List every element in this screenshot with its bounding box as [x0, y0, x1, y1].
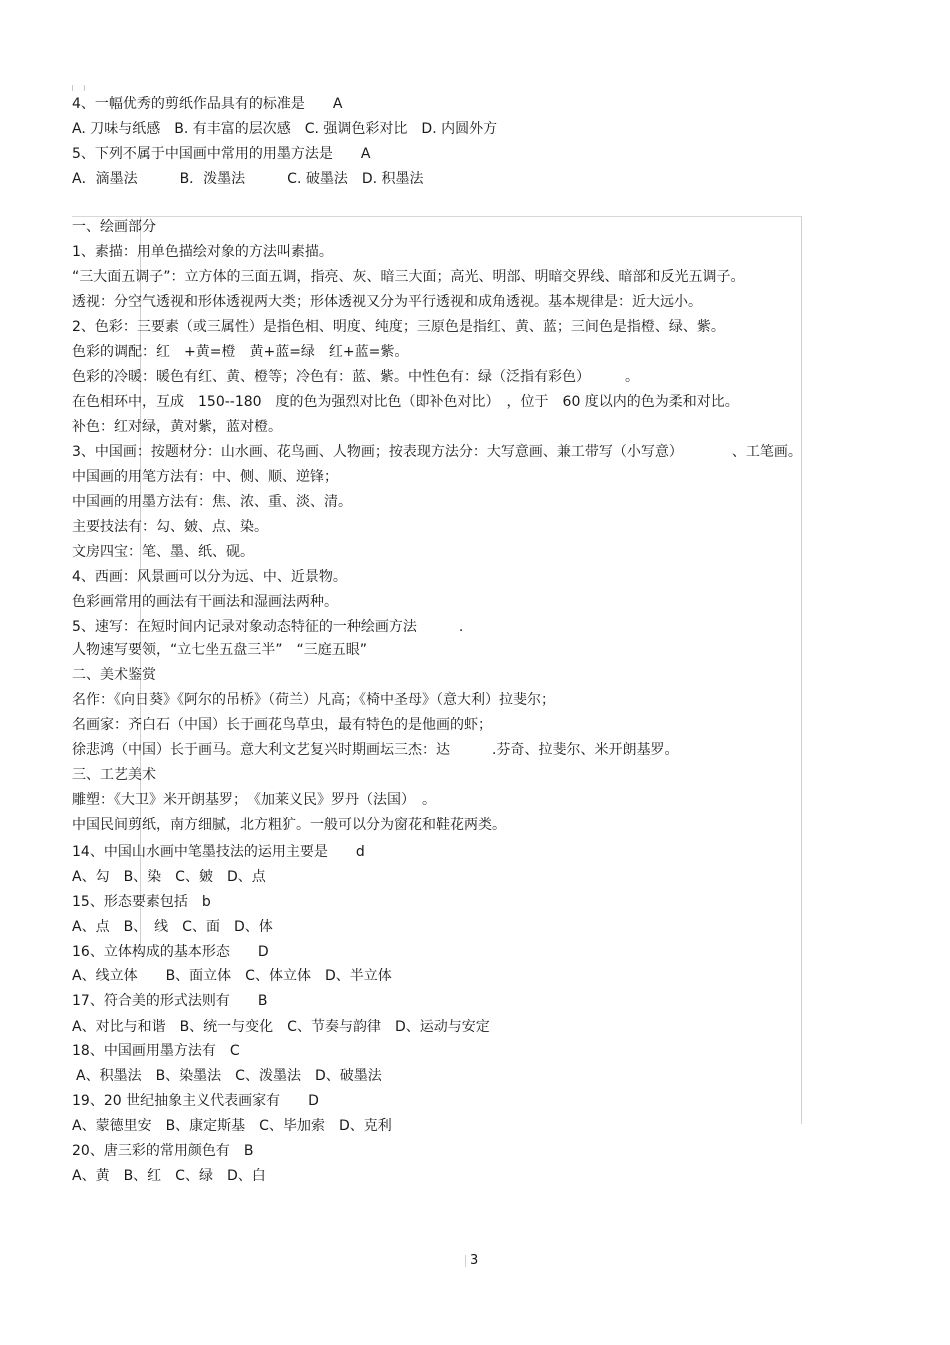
question-19-options: A、蒙德里安 B、康定斯基 C、毕加索 D、克利 [72, 1118, 392, 1134]
text-line: 2、色彩：三要素（或三属性）是指色相、明度、纯度；三原色是指红、黄、蓝；三间色是指橙、绿、紫。 [72, 319, 725, 335]
text-line: 在色相环中，互成 150--180 度的色为强烈对比色（即补色对比） ，位于 60 度以内的色为柔和对比。 [72, 394, 739, 410]
margin-tick [72, 85, 73, 91]
text-line: 中国民间剪纸，南方细腻，北方粗犷。一般可以分为窗花和鞋花两类。 [72, 817, 506, 833]
section-heading-painting: 一、绘画部分 [72, 219, 156, 235]
text-line: 5、速写：在短时间内记录对象动态特征的一种绘画方法 . [72, 619, 464, 635]
section-heading-appreciation: 二、美术鉴赏 [72, 667, 156, 683]
question-15: 15、形态要素包括 b [72, 894, 211, 910]
text-line: 色彩的冷暖：暖色有红、黄、橙等；冷色有：蓝、紫。中性色有：绿（泛指有彩色） 。 [72, 369, 639, 385]
text-line: 主要技法有：勾、皴、点、染。 [72, 519, 268, 535]
question-15-options: A、点 B、 线 C、面 D、体 [72, 919, 273, 935]
text-line: 3、中国画：按题材分：山水画、花鸟画、人物画；按表现方法分：大写意画、兼工带写（小写意） 、工笔画。 [72, 444, 802, 460]
question-17: 17、符合美的形式法则有 B [72, 993, 268, 1009]
question-4: 4、一幅优秀的剪纸作品具有的标准是 A [72, 96, 343, 112]
question-5: 5、下列不属于中国画中常用的用墨方法是 A [72, 146, 371, 162]
text-line: 雕塑：《大卫》米开朗基罗； 《加莱义民》罗丹（法国） 。 [72, 792, 436, 808]
page-number-divider [465, 1255, 466, 1267]
question-18: 18、中国画用墨方法有 C [72, 1043, 240, 1059]
question-16-options: A、线立体 B、面立体 C、体立体 D、半立体 [72, 968, 392, 984]
text-line: 1、素描：用单色描绘对象的方法叫素描。 [72, 244, 333, 260]
page-number: 3 [470, 1253, 479, 1268]
frame-top-line [72, 216, 802, 217]
text-line: 名画家：齐白石（中国）长于画花鸟草虫，最有特色的是他画的虾； [72, 717, 492, 733]
question-5-options: A．滴墨法 B．泼墨法 C. 破墨法 D. 积墨法 [72, 171, 424, 187]
question-17-options: A、对比与和谐 B、统一与变化 C、节奏与韵律 D、运动与安定 [72, 1019, 490, 1035]
text-line: 透视：分空气透视和形体透视两大类；形体透视又分为平行透视和成角透视。基本规律是：近大远小。 [72, 294, 702, 310]
text-line: 色彩的调配：红 +黄=橙 黄+蓝=绿 红+蓝=紫。 [72, 344, 409, 360]
question-20: 20、唐三彩的常用颜色有 B [72, 1143, 254, 1159]
question-14-options: A、勾 B、染 C、皴 D、点 [72, 869, 266, 885]
question-19: 19、20 世纪抽象主义代表画家有 D [72, 1093, 319, 1109]
section-heading-crafts: 三、工艺美术 [72, 767, 156, 783]
text-line: 补色：红对绿，黄对紫，蓝对橙。 [72, 419, 282, 435]
question-20-options: A、黄 B、红 C、绿 D、白 [72, 1168, 266, 1184]
text-line: 4、西画：风景画可以分为远、中、近景物。 [72, 569, 347, 585]
text-line: 名作：《向日葵》《阿尔的吊桥》（荷兰）凡高；《椅中圣母》（意大利）拉斐尔； [72, 692, 555, 708]
text-line: 文房四宝：笔、墨、纸、砚。 [72, 544, 254, 560]
text-line: 色彩画常用的画法有干画法和湿画法两种。 [72, 594, 338, 610]
question-14: 14、中国山水画中笔墨技法的运用主要是 d [72, 844, 365, 860]
text-line: 徐悲鸿（中国）长于画马。意大利文艺复兴时期画坛三杰：达 .芬奇、拉斐尔、米开朗基罗。 [72, 742, 679, 758]
question-4-options: A. 刀味与纸感 B. 有丰富的层次感 C. 强调色彩对比 D. 内圆外方 [72, 121, 498, 137]
frame-right-line [801, 216, 802, 1124]
text-line: 中国画的用墨方法有：焦、浓、重、淡、清。 [72, 494, 352, 510]
text-line: “三大面五调子”：立方体的三面五调，指亮、灰、暗三大面；高光、明部、明暗交界线、暗部和反光五调子。 [72, 269, 745, 285]
text-line: 中国画的用笔方法有：中、侧、顺、逆锋； [72, 469, 338, 485]
question-18-options: A、积墨法 B、染墨法 C、泼墨法 D、破墨法 [76, 1068, 382, 1084]
text-line: 人物速写要领，“立七坐五盘三半” “三庭五眼” [72, 642, 368, 658]
question-16: 16、立体构成的基本形态 D [72, 944, 269, 960]
margin-tick [84, 85, 85, 91]
